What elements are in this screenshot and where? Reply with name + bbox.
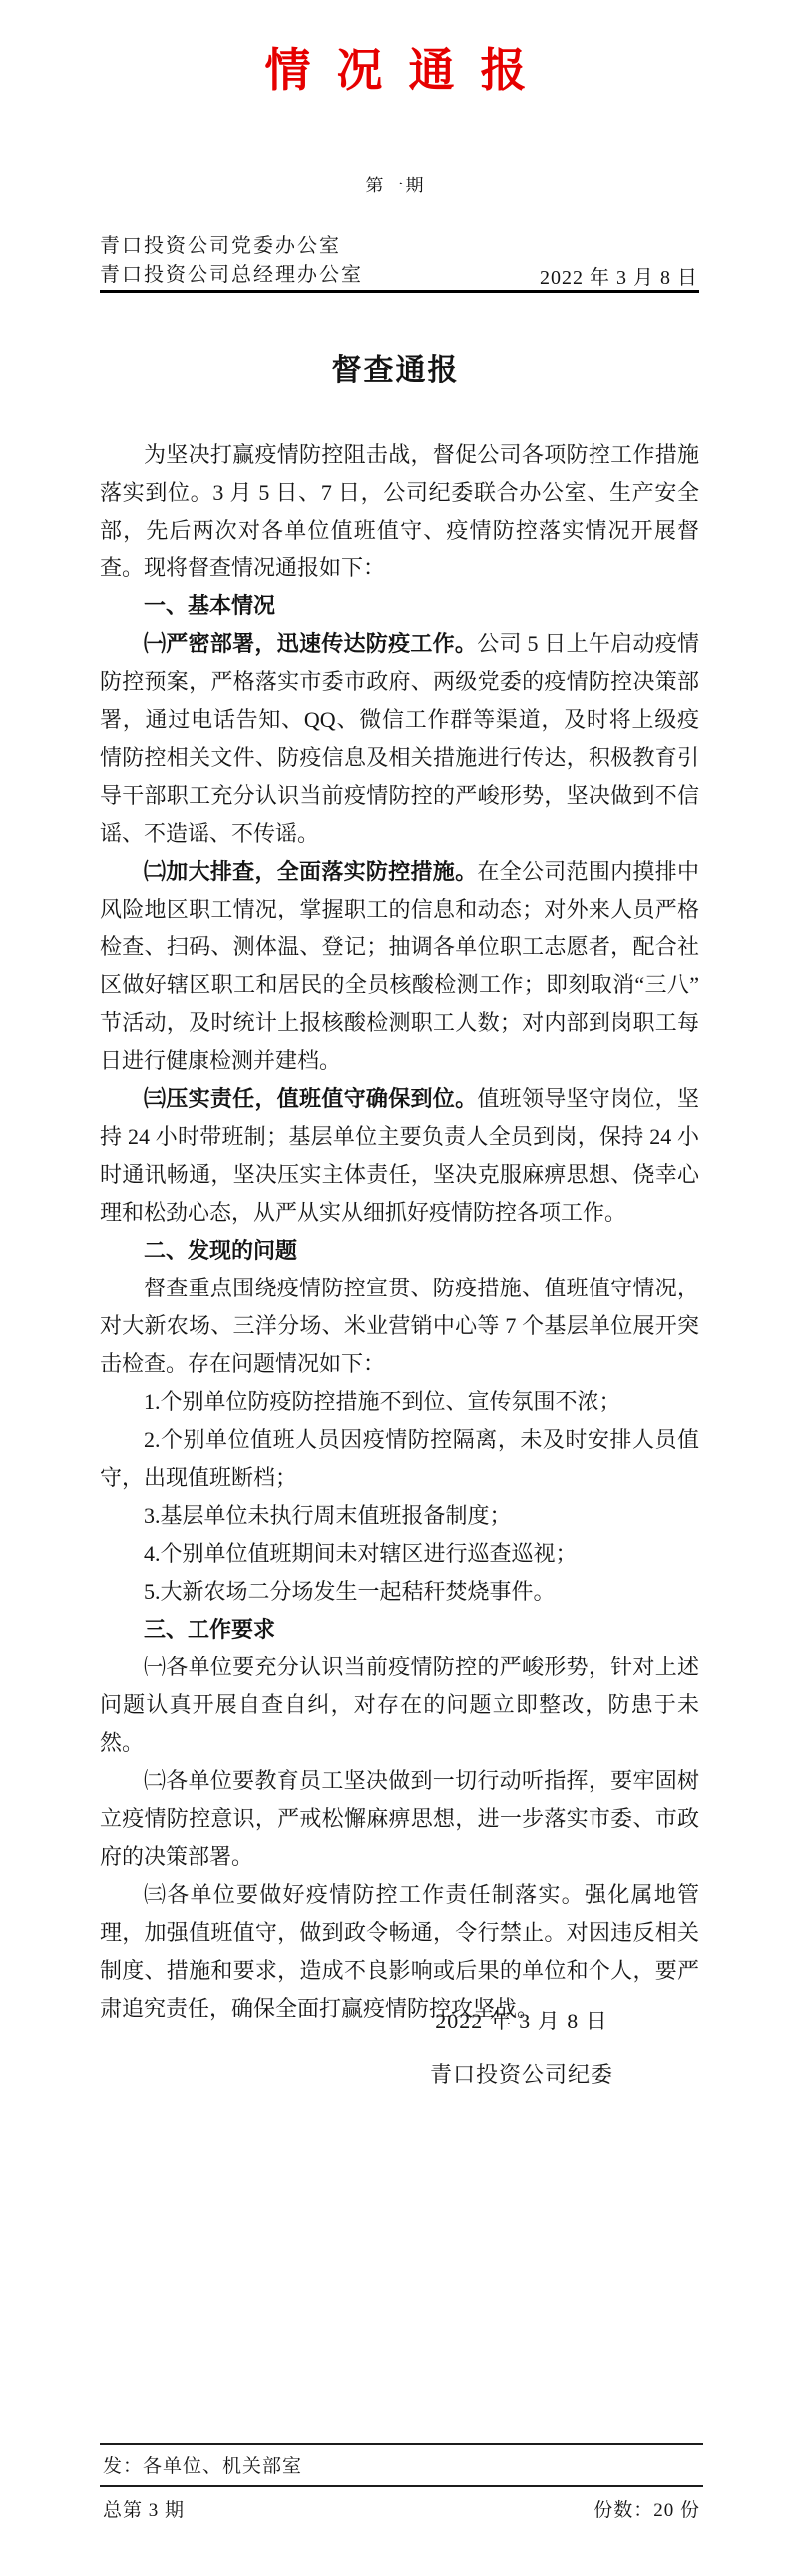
section-1-paragraph-2 [100,853,699,1080]
signature-block [430,1995,613,2102]
section-3-heading: 三、工作要求 [144,1617,276,1642]
masthead-date: 2022 年 3 月 8 日 [540,267,698,289]
document-body [100,436,699,2027]
issuer-line-2: 青口投资公司总经理办公室 [100,264,363,286]
section-1-paragraph-3-text: 值班领导坚守岗位，坚持 24 小时带班制；基层单位主要负责人全员到岗，保持 24 小时通讯畅通，坚决压实主体责任，坚决克服麻痹思想、侥幸心理和松劲心态，从严从实从细抓好疫情防控各项工作。 [100,1086,699,1225]
colophon [100,2443,703,2522]
section-3-paragraph-3: ㈢各单位要做好疫情防控工作责任制落实。强化属地管理，加强值班值守，做到政令畅通，令行禁止。对因违反相关制度、措施和要求，造成不良影响或后果的单位和个人，要严肃追究责任，确保全面打赢疫情防控攻坚战。 [100,1882,699,2021]
signature-date: 2022 年 3 月 8 日 [435,2009,608,2033]
issue-number: 第一期 [365,176,426,195]
signature-name: 青口投资公司纪委 [429,2062,613,2087]
problem-item-5: 5.大新农场二分场发生一起秸秆焚烧事件。 [144,1579,556,1604]
problem-item-4: 4.个别单位值班期间未对辖区进行巡查巡视； [144,1541,578,1566]
issuer-block [100,232,363,290]
bulletin-title: 情况通报 [264,45,553,96]
doc-title: 督查通报 [331,354,460,387]
section-1-heading: 一、基本情况 [144,593,276,618]
section-3-paragraph-2: ㈡各单位要教育员工坚决做到一切行动听指挥，要牢固树立疫情防控意识，严戒松懈麻痹思想，进一步落实市委、市政府的决策部署。 [100,1768,699,1869]
section-2-intro: 督查重点围绕疫情防控宣贯、防疫措施、值班值守情况，对大新农场、三洋分场、米业营销中心等 7 个基层单位展开突击检查。存在问题情况如下： [100,1276,699,1376]
section-1-paragraph-1-lead: ㈠严密部署，迅速传达防疫工作。 [144,631,478,656]
section-3-paragraph-1: ㈠各单位要充分认识当前疫情防控的严峻形势，针对上述问题认真开展自查自纠，对存在的问题立即整改，防患于未然。 [100,1655,699,1755]
section-1-paragraph-1 [100,625,699,853]
section-1-paragraph-2-text: 在全公司范围内摸排中风险地区职工情况，掌握职工的信息和动态；对外来人员严格检查、扫码、测体温、登记；抽调各单位职工志愿者，配合社区做好辖区职工和居民的全员核酸检测工作；即刻取消“三八”节活动，及时统计上报核酸检测职工人数；对内部到岗职工每日进行健康检测并建档。 [100,859,699,1073]
colophon-meta-row [100,2487,703,2522]
section-1-paragraph-1-text: 公司 5 日上午启动疫情防控预案，严格落实市委市政府、两级党委的疫情防控决策部署，通过电话告知、QQ、微信工作群等渠道，及时将上级疫情防控相关文件、防疫信息及相关措施进行传达，积极教育引导干部职工充分认识当前疫情防控的严峻形势，坚决做到不信谣、不造谣、不传谣。 [100,631,699,846]
section-2-heading: 二、发现的问题 [144,1238,298,1263]
copies-count: 份数：20 份 [593,2500,700,2521]
section-1-paragraph-3 [100,1080,699,1232]
section-1-paragraph-2-lead: ㈡加大排查，全面落实防控措施。 [144,859,478,884]
distribution-line: 发：各单位、机关部室 [103,2456,303,2477]
problem-item-3: 3.基层单位未执行周末值班报备制度； [144,1503,512,1528]
section-1-paragraph-3-lead: ㈢压实责任，值班值守确保到位。 [144,1086,478,1111]
problem-item-2: 2.个别单位值班人员因疫情防控隔离，未及时安排人员值守，出现值班断档； [100,1427,699,1490]
intro-paragraph: 为坚决打赢疫情防控阻击战，督促公司各项防控工作措施落实到位。3 月 5 日、7 日，公司纪委联合办公室、生产安全部，先后两次对各单位值班值守、疫情防控落实情况开展督查。现将督查情况通报如下： [100,442,699,580]
problem-item-1: 1.个别单位防疫防控措施不到位、宣传氛围不浓； [144,1389,621,1414]
masthead-rule [100,290,699,293]
issue-total: 总第 3 期 [103,2500,186,2521]
issuer-line-1: 青口投资公司党委办公室 [100,235,341,257]
